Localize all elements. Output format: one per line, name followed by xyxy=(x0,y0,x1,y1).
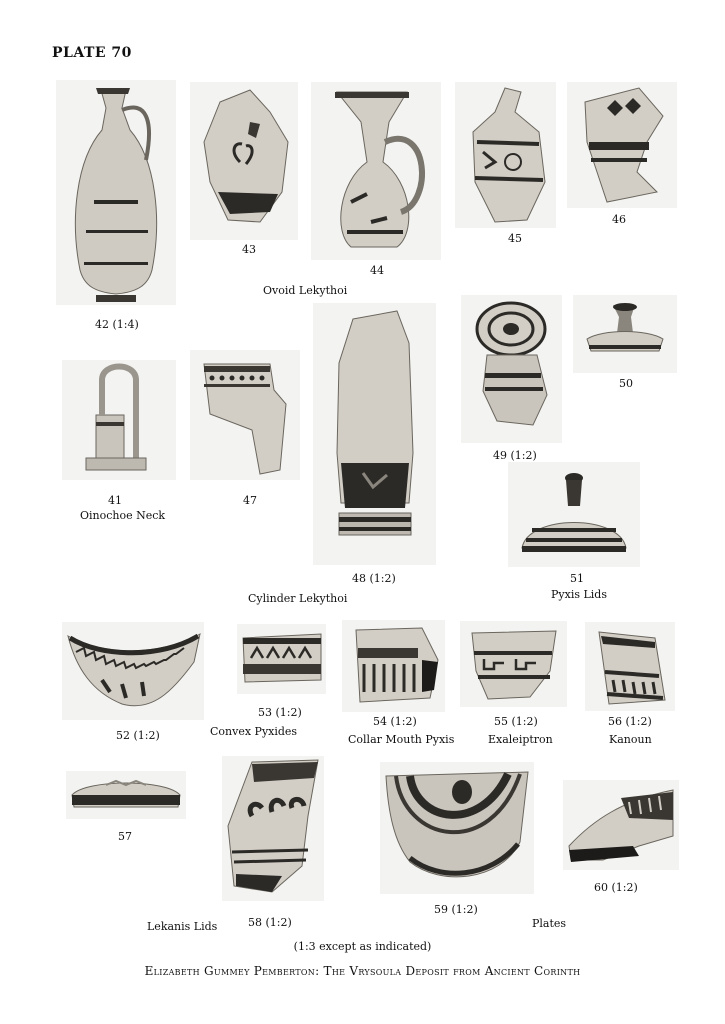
group-oinochoe-neck: Oinochoe Neck xyxy=(80,509,166,522)
group-plates: Plates xyxy=(532,917,567,930)
label-56: 56 (1:2) xyxy=(608,715,652,728)
photo-60 xyxy=(563,780,679,870)
label-58: 58 (1:2) xyxy=(248,916,292,929)
label-50: 50 xyxy=(619,377,633,390)
group-exaleiptron: Exaleiptron xyxy=(488,733,553,746)
photo-54 xyxy=(342,620,445,712)
label-43: 43 xyxy=(242,243,256,256)
label-54: 54 (1:2) xyxy=(373,715,417,728)
group-kanoun: Kanoun xyxy=(609,733,652,746)
photo-43 xyxy=(190,82,298,240)
photo-55 xyxy=(460,621,567,707)
label-59: 59 (1:2) xyxy=(434,903,478,916)
photo-56 xyxy=(585,622,675,711)
label-48: 48 (1:2) xyxy=(352,572,396,585)
page-footer: Elizabeth Gummey Pemberton: The Vrysoula Deposit from Ancient Corinth xyxy=(144,964,581,978)
label-53: 53 (1:2) xyxy=(258,706,302,719)
label-49: 49 (1:2) xyxy=(493,449,537,462)
photo-48 xyxy=(313,303,436,565)
photo-58 xyxy=(222,756,324,901)
label-51: 51 xyxy=(570,572,584,585)
group-convex-pyxides: Convex Pyxides xyxy=(210,725,298,738)
label-46: 46 xyxy=(612,213,626,226)
photo-41 xyxy=(62,360,176,480)
photo-44 xyxy=(311,82,441,260)
photo-59 xyxy=(380,762,534,894)
photo-53 xyxy=(237,624,326,694)
label-52: 52 (1:2) xyxy=(116,729,160,742)
photo-50 xyxy=(573,295,677,373)
photo-47 xyxy=(190,350,300,480)
label-57: 57 xyxy=(118,830,132,843)
group-pyxis-lids: Pyxis Lids xyxy=(551,588,607,601)
group-cylinder-lekythoi: Cylinder Lekythoi xyxy=(248,592,348,605)
photo-51 xyxy=(508,462,640,567)
label-45: 45 xyxy=(508,232,522,245)
photo-45 xyxy=(455,82,556,228)
label-44: 44 xyxy=(370,264,384,277)
label-47: 47 xyxy=(243,494,257,507)
scale-note: (1:3 except as indicated) xyxy=(293,940,432,953)
plate-number: PLATE 70 xyxy=(52,45,132,61)
photo-49 xyxy=(461,295,562,443)
photo-42 xyxy=(56,80,176,305)
group-ovoid-lekythoi: Ovoid Lekythoi xyxy=(263,284,348,297)
photo-57 xyxy=(66,771,186,819)
label-42: 42 (1:4) xyxy=(95,318,139,331)
photo-46 xyxy=(567,82,677,208)
group-collar-mouth-pyxis: Collar Mouth Pyxis xyxy=(348,733,455,746)
label-55: 55 (1:2) xyxy=(494,715,538,728)
label-60: 60 (1:2) xyxy=(594,881,638,894)
photo-52 xyxy=(62,622,204,720)
label-41: 41 xyxy=(108,494,122,507)
group-lekanis-lids: Lekanis Lids xyxy=(147,920,218,933)
